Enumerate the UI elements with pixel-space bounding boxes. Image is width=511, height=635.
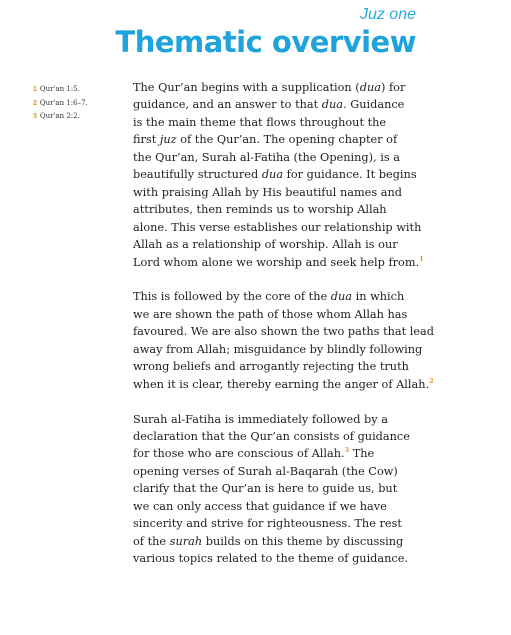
footnote-ref: Qur'an 1:6–7. (39, 98, 88, 107)
page-title: Thematic overview (115, 25, 416, 59)
text-run: of the (133, 534, 170, 548)
text-run: in which (352, 290, 405, 304)
footnote-number: 3 (33, 113, 37, 120)
text-line (133, 166, 425, 183)
text-line (133, 184, 425, 201)
text-line (133, 533, 425, 550)
text-line (133, 306, 425, 323)
text-line (133, 376, 434, 393)
text-line (133, 149, 425, 166)
text-line (133, 79, 425, 96)
text-run: we can only access that guidance if we have (133, 499, 387, 513)
text-line (133, 341, 425, 358)
text-run: declaration that the Qur’an consists of guidance (133, 430, 410, 444)
text-run: of the Qur’an. The opening chapter of (176, 133, 398, 147)
text-line (133, 131, 425, 148)
footnote-marker: 2 (429, 376, 434, 385)
text-line (133, 411, 425, 428)
text-run: The Qur’an begins with a supplication ( (133, 81, 360, 94)
footnotes-column (33, 83, 88, 124)
text-run: attributes, then reminds us to worship Allah (133, 203, 387, 217)
footnote-number: 1 (33, 86, 37, 93)
text-run: away from Allah; misguidance by blindly following (133, 342, 423, 356)
text-run: ) for (380, 81, 406, 94)
text-run: Lord whom alone we worship and seek help from. (133, 255, 420, 269)
text-line (133, 288, 425, 305)
text-run: various topics related to the theme of guidance. (133, 552, 409, 566)
text-run: . Guidance (343, 98, 405, 112)
text-line (133, 96, 425, 113)
text-run: sincerity and strive for righteousness. The rest (133, 517, 402, 531)
text-run: builds on this theme by discussing (202, 534, 404, 548)
text-run: The (349, 447, 375, 461)
text-run: alone. This verse establishes our relationship with (133, 220, 422, 234)
text-run: for guidance. It begins (283, 168, 417, 182)
italic-term: dua (359, 81, 381, 94)
footnote-marker: 1 (419, 254, 424, 263)
text-line (133, 445, 425, 462)
footnote-item (33, 97, 88, 111)
text-line (133, 463, 425, 480)
text-run: we are shown the path of those whom Allah has (133, 307, 408, 321)
text-line (133, 323, 435, 340)
italic-term: dua (330, 290, 353, 304)
text-run: guidance, and an answer to that (133, 98, 322, 112)
text-line (133, 236, 425, 253)
italic-term: surah (169, 534, 203, 548)
text-line (133, 515, 425, 532)
section-kicker: Juz one (359, 6, 416, 23)
italic-term: dua (261, 168, 284, 182)
text-run: clarify that the Qur’an is here to guide us, but (133, 482, 398, 496)
footnote-item (33, 110, 88, 124)
text-run: beautifully structured (133, 168, 262, 182)
body-paragraph (133, 79, 425, 271)
text-run: wrong beliefs and arrogantly rejecting the truth (133, 360, 409, 374)
footnote-marker: 3 (344, 446, 350, 455)
text-run: opening verses of Surah al-Baqarah (the Cow) (133, 464, 398, 478)
text-run: first (133, 133, 160, 147)
footnote-number: 2 (33, 99, 37, 107)
text-line (133, 480, 425, 497)
footnote-item (33, 83, 88, 97)
italic-term: dua (321, 98, 344, 112)
text-line (133, 498, 425, 515)
text-run: when it is clear, thereby earning the anger of Allah. (133, 377, 430, 391)
text-line (133, 201, 425, 218)
text-line (133, 358, 425, 375)
text-run: the Qur’an, Surah al-Fatiha (the Opening), is a (133, 150, 400, 164)
italic-term: juz (159, 133, 177, 147)
text-run: for those who are conscious of Allah. (133, 447, 345, 461)
footnote-ref: Qur'an 1:5. (39, 85, 80, 93)
text-line (133, 219, 425, 236)
text-line (133, 428, 425, 445)
text-run: Allah as a relationship of worship. Allah is our (133, 238, 398, 252)
text-line (133, 254, 425, 271)
body-paragraph (133, 411, 425, 568)
body-text (133, 79, 435, 568)
text-run: Surah al-Fatiha is immediately followed by a (133, 412, 388, 426)
text-run: favoured. We are also shown the two paths that lead (133, 325, 435, 339)
text-line (133, 550, 425, 567)
text-run: with praising Allah by His beautiful names and (133, 185, 403, 199)
footnote-ref: Qur'an 2:2. (39, 112, 80, 120)
text-line (133, 114, 425, 131)
text-run: This is followed by the core of the (133, 290, 331, 304)
body-paragraph (133, 288, 435, 393)
text-run: is the main theme that flows throughout the (133, 115, 387, 129)
